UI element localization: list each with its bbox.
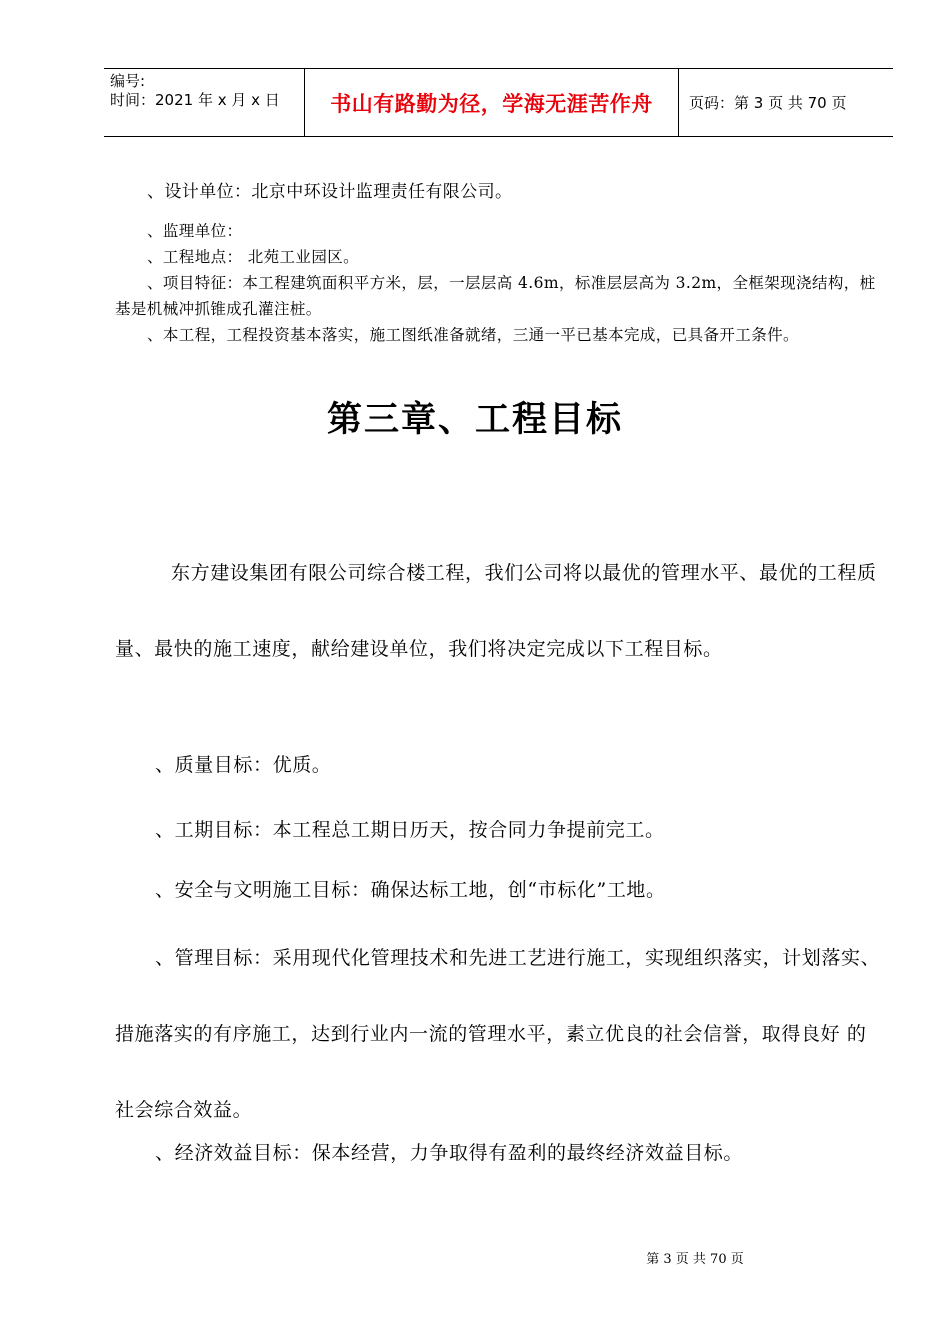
design-unit: 、设计单位：北京中环设计监理责任有限公司。 xyxy=(147,182,513,202)
goal-quality-block xyxy=(115,745,885,785)
goal-economic-block xyxy=(115,1133,885,1173)
footer-page-number: 第 3 页 共 70 页 xyxy=(646,1252,744,1267)
goal-quality: 、质量目标：优质。 xyxy=(155,754,332,776)
project-features: 、项目特征：本工程建筑面积平方米，层，一层层高 4.6m，标准层层高为 3.2m，全框架现浇结构，桩基是机械冲抓锥成孔灌注桩。 xyxy=(115,274,876,318)
header-page-cell xyxy=(679,69,893,136)
chapter-title: 第三章、工程目标 xyxy=(326,400,623,440)
motto-text: 书山有路勤为径，学海无涯苦作舟 xyxy=(330,91,653,116)
goal-management-block xyxy=(115,920,885,1148)
time-label: 时间：2021 年 x 月 x 日 xyxy=(110,91,280,109)
goal-economic: 、经济效益目标：保本经营，力争取得有盈利的最终经济效益目标。 xyxy=(155,1142,744,1164)
project-readiness: 、本工程，工程投资基本落实，施工图纸准备就绪，三通一平已基本完成，已具备开工条件。 xyxy=(147,326,799,344)
header-meta-cell xyxy=(104,69,305,136)
goal-safety: 、安全与文明施工目标：确保达标工地，创“市标化”工地。 xyxy=(155,879,666,901)
project-info-design xyxy=(115,179,883,205)
page-footer xyxy=(0,1248,950,1267)
intro-text: 东方建设集团有限公司综合楼工程，我们公司将以最优的管理水平、最优的工程质量、最快的施工速度，献给建设单位，我们将决定完成以下工程目标。 xyxy=(115,562,877,660)
header-motto-cell xyxy=(305,69,679,136)
supervision-unit: 、监理单位： xyxy=(147,222,243,240)
goal-safety-block xyxy=(115,870,885,910)
goal-management: 、管理目标：采用现代化管理技术和先进工艺进行施工，实现组织落实，计划落实、措施落实的有序施工，达到行业内一流的管理水平，素立优良的社会信誉，取得良好 的社会综合效益。 xyxy=(115,947,881,1121)
project-location: 、工程地点： 北苑工业园区。 xyxy=(147,248,360,266)
goal-schedule: 、工期目标：本工程总工期日历天，按合同力争提前完工。 xyxy=(155,819,665,841)
header-table xyxy=(104,68,893,137)
number-label: 编号: xyxy=(110,72,146,90)
goal-schedule-block xyxy=(115,810,885,850)
intro-paragraph xyxy=(115,535,885,687)
project-info-block xyxy=(115,218,883,348)
page-label: 页码：第 3 页 共 70 页 xyxy=(689,94,847,112)
